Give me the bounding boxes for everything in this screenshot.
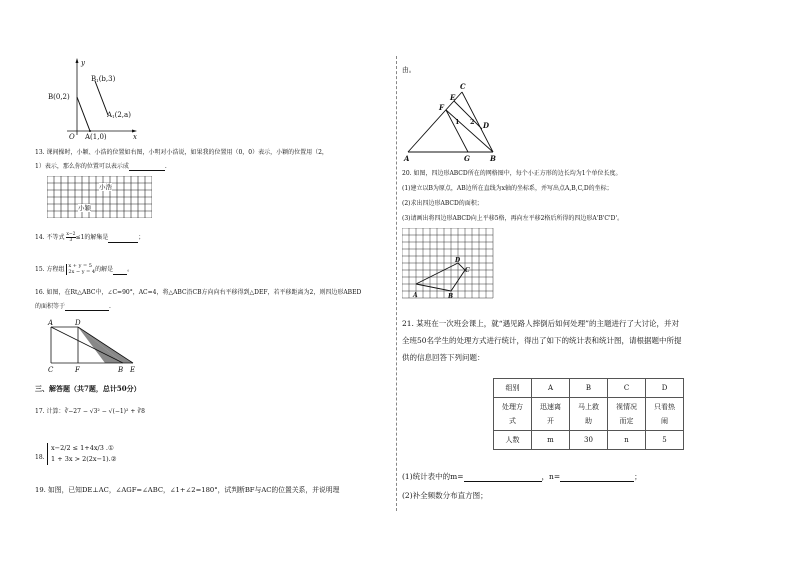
q21-n-blank[interactable]: [560, 474, 634, 482]
q19-label-g: G: [464, 154, 470, 162]
q19-label-d: D: [483, 121, 490, 130]
table-cell: 处理方 式: [494, 398, 532, 431]
grid-label-xiaohao: 小浩: [99, 183, 112, 191]
table-cell: D: [646, 379, 684, 398]
q19-text-cont: 由。: [402, 66, 416, 74]
q16-label-c: C: [48, 366, 54, 373]
q20-item-2: (2)求出四边形ABCD的面积；: [402, 200, 483, 207]
table-cell: 人数: [494, 431, 532, 450]
table-cell: A: [532, 379, 570, 398]
q18-system: [47, 443, 117, 465]
q13-grid: [47, 176, 152, 218]
q17-text: 17. 计算：∛−27 − √3² − √(−1)² + ∛8: [35, 408, 145, 415]
q19-label-2: 2: [470, 118, 475, 126]
q16-label-f: F: [75, 366, 80, 373]
table-cell: 马上救 助: [570, 398, 608, 431]
q21-line-3: 供的信息回答下列问题：: [402, 353, 485, 362]
table-cell: m: [532, 431, 570, 450]
table-cell: C: [608, 379, 646, 398]
table-cell: n: [608, 431, 646, 450]
q20-item-3: (3)请画出将四边形ABCD向上平移5格，再向左平移2格后所得的四边形A'B'C'D'。: [402, 215, 624, 222]
q19-label-c: C: [460, 82, 466, 91]
q20-text: 20. 如图，四边形ABCD所在的网格图中，每个小正方形的边长均为1个单位长度。: [402, 170, 622, 177]
q13-text-cont: 1）表示，那么你的位置可以表示成 .: [35, 163, 167, 170]
table-cell: 组别: [494, 379, 532, 398]
origin-label: O: [69, 133, 75, 140]
q19-label-1: 1: [455, 118, 460, 126]
table-cell: 视情况 而定: [608, 398, 646, 431]
point-b-label: B(0,2): [48, 93, 70, 101]
q20-label-c: C: [465, 267, 470, 274]
point-a1-label: A1(2,a): [107, 111, 131, 119]
q21-m-blank[interactable]: [464, 474, 542, 482]
q19-figure: [400, 80, 505, 162]
q19-label-a: A: [404, 154, 410, 162]
q20-item-1: (1)建立以B为原点，AB边所在直线为x轴的坐标系，并写出点A,B,C,D的坐标；: [402, 185, 613, 192]
q13-text: 13. 课间操时，小颖、小浩的位置如右图，小明对小浩说，如果我的位置用（0，0）表示，小颖的位置用（2，: [35, 149, 328, 156]
table-row: [494, 379, 684, 398]
y-axis-label: y: [81, 59, 85, 67]
q16-label-e: E: [130, 366, 136, 373]
q21-statistics-table: [493, 378, 684, 450]
q21-line-2: 全班50名学生的处理方式进行统计，得出了如下的统计表和统计图，请根据题中所提: [402, 336, 682, 345]
q21-sub-2: (2)补全频数分布直方图；: [402, 491, 488, 500]
point-a-label: A(1,0): [85, 133, 107, 140]
q16-text: 16. 如图，在Rt△ABC中，∠C=90°，AC=4，将△ABC沿CB方向向右平移得到△DEF，若平移距离为2，则四边形ABED: [35, 289, 362, 296]
table-cell: 只看热 闹: [646, 398, 684, 431]
q19-label-b: B: [490, 154, 496, 162]
point-b1-label: B1(b,3): [91, 75, 116, 83]
q19-label-e: E: [450, 93, 456, 102]
q15-answer-blank[interactable]: [113, 267, 127, 275]
grid-label-xiaoying: 小颖: [78, 204, 91, 212]
table-cell: B: [570, 379, 608, 398]
table-cell: 迅速离 开: [532, 398, 570, 431]
q14-text: 14. 不等式 $\frac{x-2}{3}$ ≤1的解集是 ；: [35, 232, 145, 243]
q20-label-b: B: [448, 293, 454, 300]
q19-text: 19. 如图，已知DE⊥AC，∠AGF=∠ABC，∠1+∠2=180°，试判断BF与AC的位置关系，并说明理: [35, 486, 340, 494]
q18-line-1: x−2/2 ≤ 1+4x/3 .①: [51, 444, 114, 452]
q13-answer-blank[interactable]: [129, 163, 165, 171]
q18-number: 18.: [35, 454, 45, 461]
q14-fraction: $\frac{x-2}{3}$: [66, 232, 76, 243]
q20-grid: [402, 228, 494, 300]
x-axis-label: x: [133, 133, 137, 140]
q16-label-b: B: [118, 366, 124, 373]
q20-label-d: D: [455, 257, 461, 264]
q21-sub-1: (1)统计表中的m= ，n= ；: [402, 472, 642, 481]
table-cell: 5: [646, 431, 684, 450]
q18-line-2: 1 + 3x > 2(2x−1).②: [51, 455, 117, 463]
table-row: [494, 431, 684, 450]
q19-label-f: F: [439, 103, 444, 112]
table-cell: 30: [570, 431, 608, 450]
table-row: [494, 398, 684, 431]
q14-answer-blank[interactable]: [108, 235, 138, 243]
q16-label-a: A: [48, 319, 54, 327]
q15-system: x + y = 5 2x − y = 4: [68, 263, 96, 275]
q16-label-d: D: [75, 319, 81, 327]
q15-text: 15. 方程组 x + y = 5 2x − y = 4 的解是 。: [35, 263, 134, 275]
column-divider: [396, 56, 397, 511]
q21-line-1: 21. 某班在一次班会课上，就“遇见路人摔倒后如何处理”的主题进行了大讨论，并对: [402, 319, 679, 328]
q16-text-cont: 的面积等于 .: [35, 303, 111, 310]
q16-answer-blank[interactable]: [65, 303, 109, 311]
coordinate-figure: [45, 55, 145, 140]
q20-label-a: A: [413, 292, 418, 299]
q16-figure: [45, 318, 140, 373]
section-3-heading: 三、解答题（共7题，总计50分）: [35, 384, 141, 393]
